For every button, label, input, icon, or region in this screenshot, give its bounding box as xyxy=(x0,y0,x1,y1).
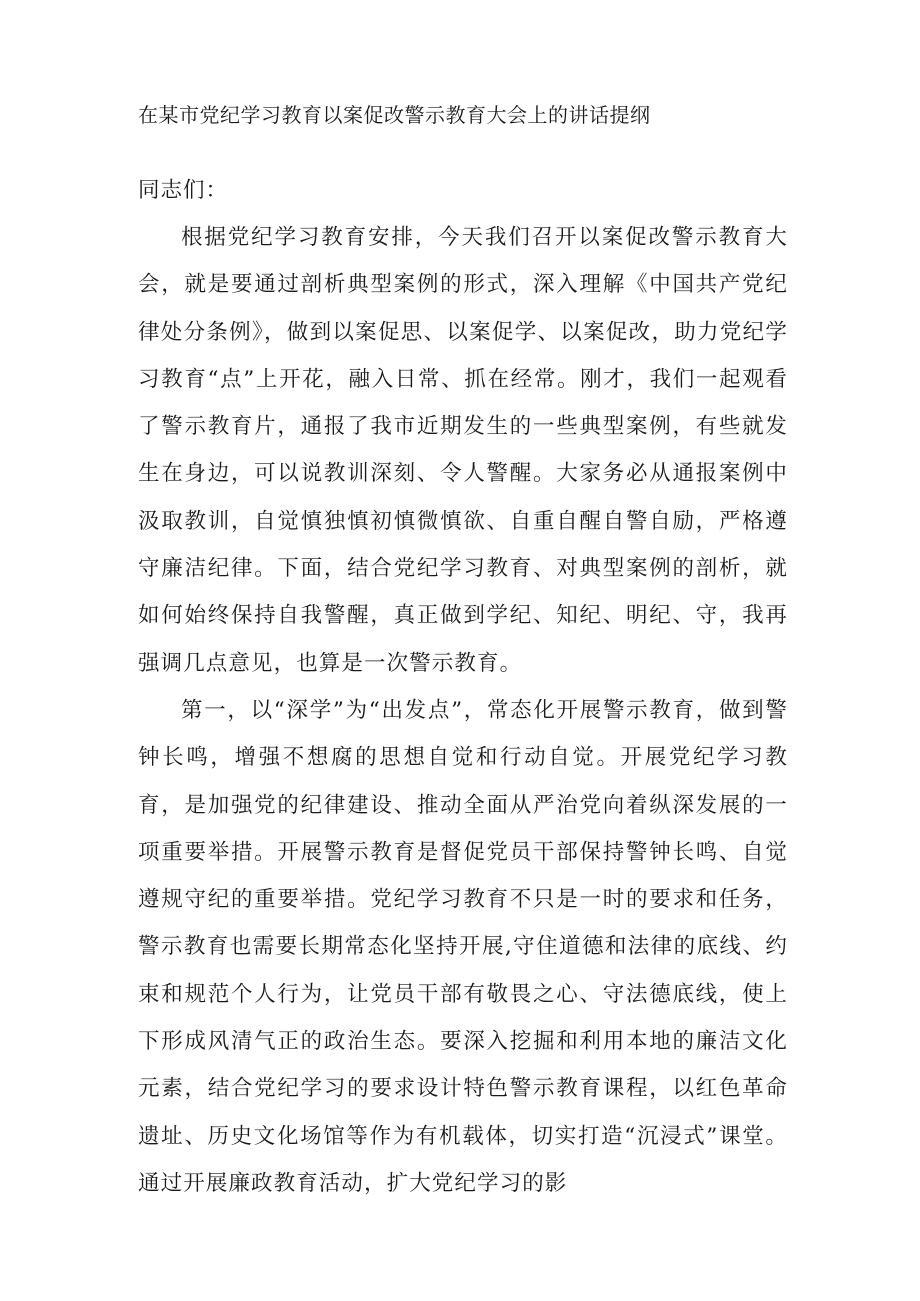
paragraph-intro: 根据党纪学习教育安排，今天我们召开以案促改警示教育大会，就是要通过剖析典型案例的形式，深入理解《中国共产党纪律处分条例》，做到以案促思、以案促学、以案促改，助力党纪学习教育“点”上开花，融入日常、抓在经常。刚才，我们一起观看了警示教育片，通报了我市近期发生的一些典型案例，有些就发生在身边，可以说教训深刻、令人警醒。大家务必从通报案例中汲取教训，自觉慎独慎初慎微慎欲、自重自醒自警自励，严格遵守廉洁纪律。下面，结合党纪学习教育、对典型案例的剖析，就如何始终保持自我警醒，真正做到学纪、知纪、明纪、守，我再强调几点意见，也算是一次警示教育。 xyxy=(138,225,788,676)
paragraph-point-one: 第一，以“深学”为“出发点”，常态化开展警示教育，做到警钟长鸣，增强不想腐的思想自觉和行动自觉。开展党纪学习教育，是加强党的纪律建设、推动全面从严治党向着纵深发展的一项重要举措。开展警示教育是督促党员干部保持警钟长鸣、自觉遵规守纪的重要举措。党纪学习教育不只是一时的要求和任务，警示教育也需要长期常态化坚持开展,守住道德和法律的底线、约束和规范个人行为，让党员干部有敬畏之心、守法德底线，使上下形成风清气正的政治生态。要深入挖掘和利用本地的廉洁文化元素，结合党纪学习的要求设计特色警示教育课程，以红色革命遗址、历史文化场馆等作为有机载体，切实打造“沉浸式”课堂。通过开展廉政教育活动，扩大党纪学习的影 xyxy=(138,697,788,1196)
document-title: 在某市党纪学习教育以案促改警示教育大会上的讲话提纲 xyxy=(138,103,651,127)
document-body xyxy=(138,167,788,1207)
salutation: 同志们： xyxy=(138,178,229,203)
